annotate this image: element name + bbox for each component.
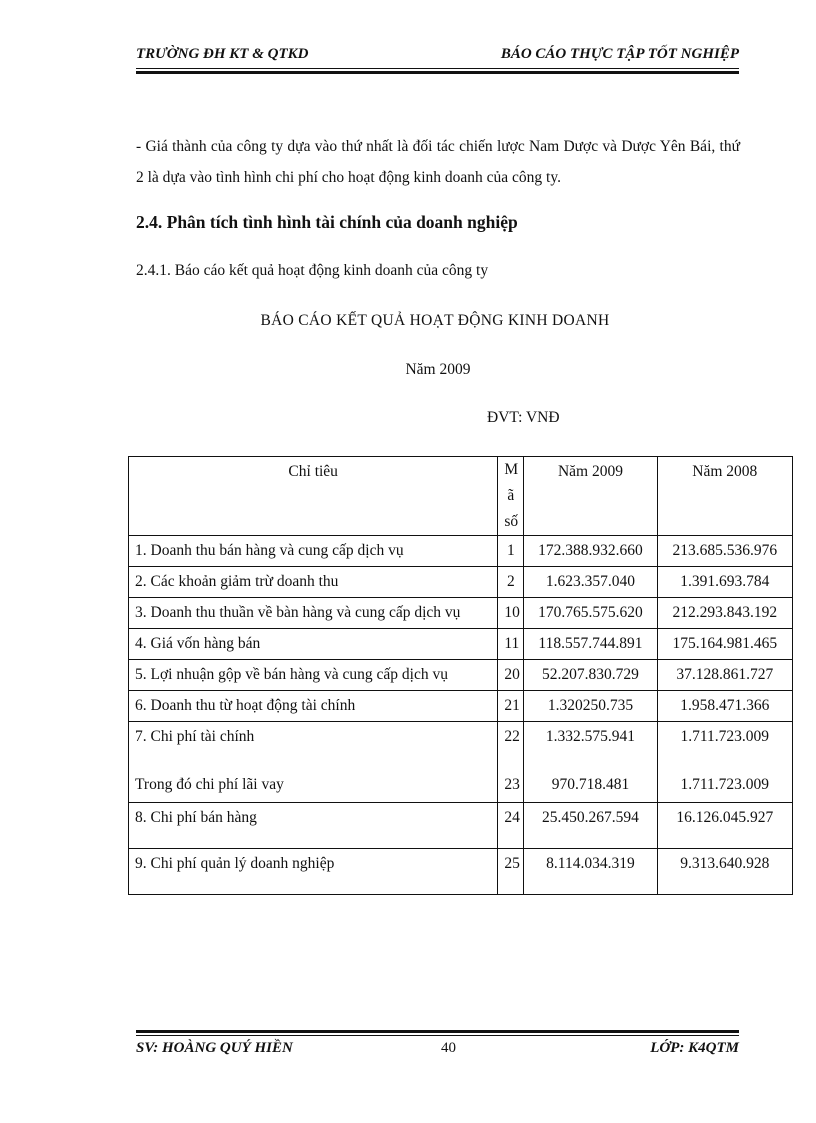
row-code: 10 [498,598,524,629]
row-value-2008: 16.126.045.927 [657,803,792,849]
row-code: 20 [498,660,524,691]
body-paragraph: - Giá thành của công ty dựa vào thứ nhất là đối tác chiến lược Nam Dược và Dược Yên Bái, thứ 2 là dựa vào tình hình chi phí cho hoạt động kinh doanh của công ty. [136,138,740,186]
row-value-2009: 170.765.575.620 [524,598,657,629]
row-value-2008: 1.958.471.366 [657,691,792,722]
header-indicator: Chỉ tiêu [129,457,498,536]
header-school: TRƯỜNG ĐH KT & QTKD [136,46,309,62]
header-code [498,457,524,536]
row-indicator: 9. Chi phí quản lý doanh nghiệp [129,849,498,895]
header-code-part: số [504,513,519,530]
header-rule-thick [136,71,739,74]
row-value-2008: 9.313.640.928 [657,849,792,895]
row-indicator: 7. Chi phí tài chính [135,728,255,745]
row-value-2008: 1.711.723.009 [680,728,770,745]
footer-class: LỚP: K4QTM [650,1040,739,1056]
row-value-2008: 213.685.536.976 [657,536,792,567]
page-number: 40 [441,1040,456,1056]
row-value-2009: 1.623.357.040 [524,567,657,598]
row-indicator: 5. Lợi nhuận gộp về bán hàng và cung cấp dịch vụ [129,660,498,691]
row-indicator-group [129,722,498,803]
row-code: 25 [498,849,524,895]
header-year-2009: Năm 2009 [524,457,657,536]
subsection-title: 2.4.1. Báo cáo kết quả hoạt động kinh doanh của công ty [136,262,489,279]
row-value-2009-sub: 970.718.481 [551,776,630,793]
row-value-2009: 25.450.267.594 [524,803,657,849]
row-code: 21 [498,691,524,722]
header-year-2008: Năm 2008 [657,457,792,536]
table-row [129,660,793,691]
footer-rule-thin [136,1035,739,1036]
header-report-type: BÁO CÁO THỰC TẬP TỐT NGHIỆP [500,46,739,62]
header-code-part: M [504,461,519,478]
row-value-2008-sub: 1.711.723.009 [680,776,770,793]
row-indicator: 6. Doanh thu từ hoạt động tài chính [129,691,498,722]
currency-unit: ĐVT: VNĐ [487,409,560,426]
row-value-2008-group [657,722,792,803]
row-indicator: 1. Doanh thu bán hàng và cung cấp dịch vụ [129,536,498,567]
section-title: 2.4. Phân tích tình hình tài chính của doanh nghiệp [136,212,518,232]
row-value-2008: 1.391.693.784 [657,567,792,598]
table-header-row [129,457,793,536]
report-title: BÁO CÁO KẾT QUẢ HOẠT ĐỘNG KINH DOANH [260,312,610,329]
row-code-sub: 23 [504,776,520,793]
header-code-part: ã [507,487,515,504]
row-value-2009: 1.320250.735 [524,691,657,722]
row-code: 24 [498,803,524,849]
row-value-2008: 37.128.861.727 [657,660,792,691]
row-value-2009: 52.207.830.729 [524,660,657,691]
row-value-2008: 212.293.843.192 [657,598,792,629]
table-row [129,567,793,598]
header-rule-thin [136,68,739,69]
table-row [129,536,793,567]
row-code: 22 [504,728,520,745]
row-code: 11 [498,629,524,660]
row-value-2008: 175.164.981.465 [657,629,792,660]
row-value-2009: 1.332.575.941 [545,728,636,745]
row-code: 1 [498,536,524,567]
table-row-group [129,722,793,803]
row-indicator: 8. Chi phí bán hàng [129,803,498,849]
table-row [129,803,793,849]
row-value-2009-group [524,722,657,803]
table-row [129,691,793,722]
page-footer [136,1040,739,1057]
row-indicator: 3. Doanh thu thuần về bàn hàng và cung cấp dịch vụ [129,598,498,629]
row-value-2009: 118.557.744.891 [524,629,657,660]
page-header [136,46,739,63]
row-value-2009: 8.114.034.319 [524,849,657,895]
income-statement-table [128,456,793,895]
row-value-2009: 172.388.932.660 [524,536,657,567]
table-row [129,598,793,629]
row-indicator: 2. Các khoản giảm trừ doanh thu [129,567,498,598]
report-year: Năm 2009 [405,361,471,378]
footer-student: SV: HOÀNG QUÝ HIỀN [136,1040,293,1056]
row-code-group [498,722,524,803]
table-row [129,849,793,895]
row-indicator-sub: Trong đó chi phí lãi vay [135,776,284,793]
table-row [129,629,793,660]
row-code: 2 [498,567,524,598]
row-indicator: 4. Giá vốn hàng bán [129,629,498,660]
footer-rule-thick [136,1030,739,1033]
